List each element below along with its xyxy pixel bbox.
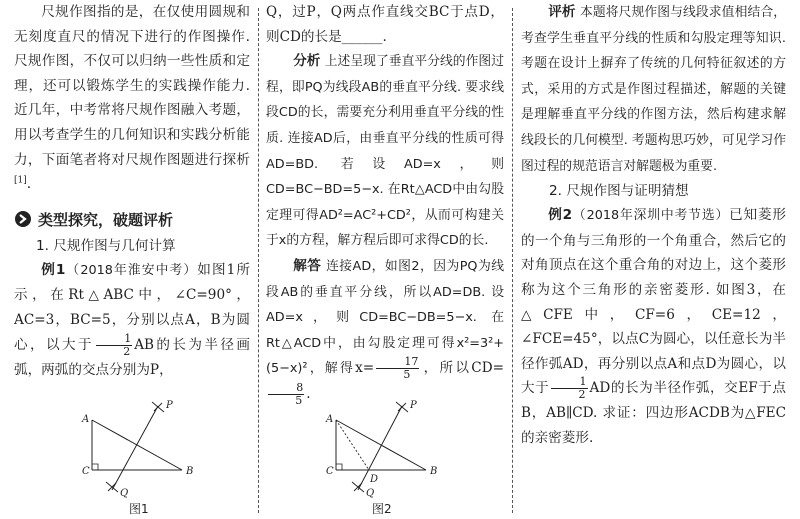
figure-1-caption: 图1 xyxy=(129,502,149,516)
fig2-label-p: P xyxy=(410,400,417,411)
fig2-label-c: C xyxy=(326,466,334,477)
column-3 xyxy=(521,0,786,519)
column-divider-1 xyxy=(258,8,259,513)
review-paragraph: 评析 本题将尺规作图与线段求值相结合，考查学生垂直平分线的性质和勾股定理等知识. 考题在设计上摒弃了传统的几何特征叙述的方式，采用的方式是作图过程描述，解题的关键是理解垂直平分线的作图方法，然后构建求解线段长的几何模型. 考题构思巧妙，可见学习作图过程的规范语言对解题极为重要. xyxy=(521,4,786,174)
column-2 xyxy=(266,0,504,519)
intro-paragraph: 尺规作图指的是，在仅使用圆规和无刻度直尺的情况下进行的作图操作. 尺规作图，不仅可以归纳一些性质和定理，还可以锻炼学生的实践操作能力. 近几年，中考常将尺规作图融入考题，用以考查学生的几何知识和实践分析能力，下面笔者将对尺规作图题进行探析[1]. xyxy=(14,4,250,193)
example-2-text: 例2（2018年深圳中考节选）已知菱形的一个角与三角形的一个角重合，然后它的对角顶点在这个重合角的对边上，这个菱形称为这个三角形的亲密菱形. 如图3，在△CFE中，CF=6，CE=12，∠FCE=45°，以点C为圆心，以任意长为半径作弧AD，再分别以点A和点D为圆心，以大于 $\frac{1}{2}$ AD的长为半径作弧，交EF于点B，AB∥CD. 求证：四边形ACDB为△FEC的亲密菱形. xyxy=(521,207,786,446)
example-1-text: 例1（2018年淮安中考）如图1所示，在Rt△ABC中，∠C=90°，AC=3，BC=5，分别以点A，B为圆心，以大于 $\frac{1}{2}$ AB的长为半径画弧，两弧的交点分别为P， xyxy=(14,261,250,378)
fig1-label-c: C xyxy=(82,466,90,477)
fig2-label-d: D xyxy=(370,474,379,485)
example-1-continued: Q，过P，Q两点作直线交BC于点D，则CD的长是______. xyxy=(266,4,504,45)
subsection-1-title: 1. 尺规作图与几何计算 xyxy=(36,237,176,254)
section-title: 类型探究，破题评析 xyxy=(14,209,250,230)
fig1-label-b: B xyxy=(186,466,194,477)
fig2-label-q: Q xyxy=(366,488,375,499)
analysis-paragraph: 分析 上述呈现了垂直平分线的作图过程，即PQ为线段AB的垂直平分线. 要求线段CD的长，需要充分利用垂直平分线的性质. 连接AD后，由垂直平分线的性质可得AD=BD. 若设AD=x，则CD=BC−BD=5−x. 在Rt△ACD中由勾股定理可得AD²=AC²+CD²，从而可构建关于x的方程，解方程后即可求得CD的长. xyxy=(266,53,504,249)
fraction-x: $\frac{17}{5}$ xyxy=(376,356,419,381)
answer-paragraph: 解答 连接AD，如图2，因为PQ为线段AB的垂直平分线，所以AD=DB. 设AD=x，则CD=BC−DB=5−x. 在Rt△ACD中，由勾股定理可得x²=3²+(5−x)²，解得x= $\frac{17}{5}$ ，所以CD= $\frac{8}{5}$ . xyxy=(266,257,504,407)
fraction-cd: $\frac{8}{5}$ xyxy=(268,382,304,407)
fraction-half: $\frac{1}{2}$ xyxy=(96,333,132,358)
fraction-half-2: $\frac{1}{2}$ xyxy=(551,376,587,401)
subsection-2-title: 2. 尺规作图与证明猜想 xyxy=(549,183,689,200)
column-divider-2 xyxy=(512,8,513,513)
fig1-label-p: P xyxy=(166,400,173,411)
fig1-label-a: A xyxy=(82,414,90,425)
column-1 xyxy=(14,0,250,519)
figure-2 xyxy=(320,392,450,500)
figure-2-caption: 图2 xyxy=(372,502,392,516)
fig2-label-a: A xyxy=(326,414,334,425)
fig1-label-q: Q xyxy=(120,488,129,499)
fig2-label-b: B xyxy=(430,466,438,477)
figure-1 xyxy=(76,392,206,500)
section-badge-icon xyxy=(14,210,32,228)
